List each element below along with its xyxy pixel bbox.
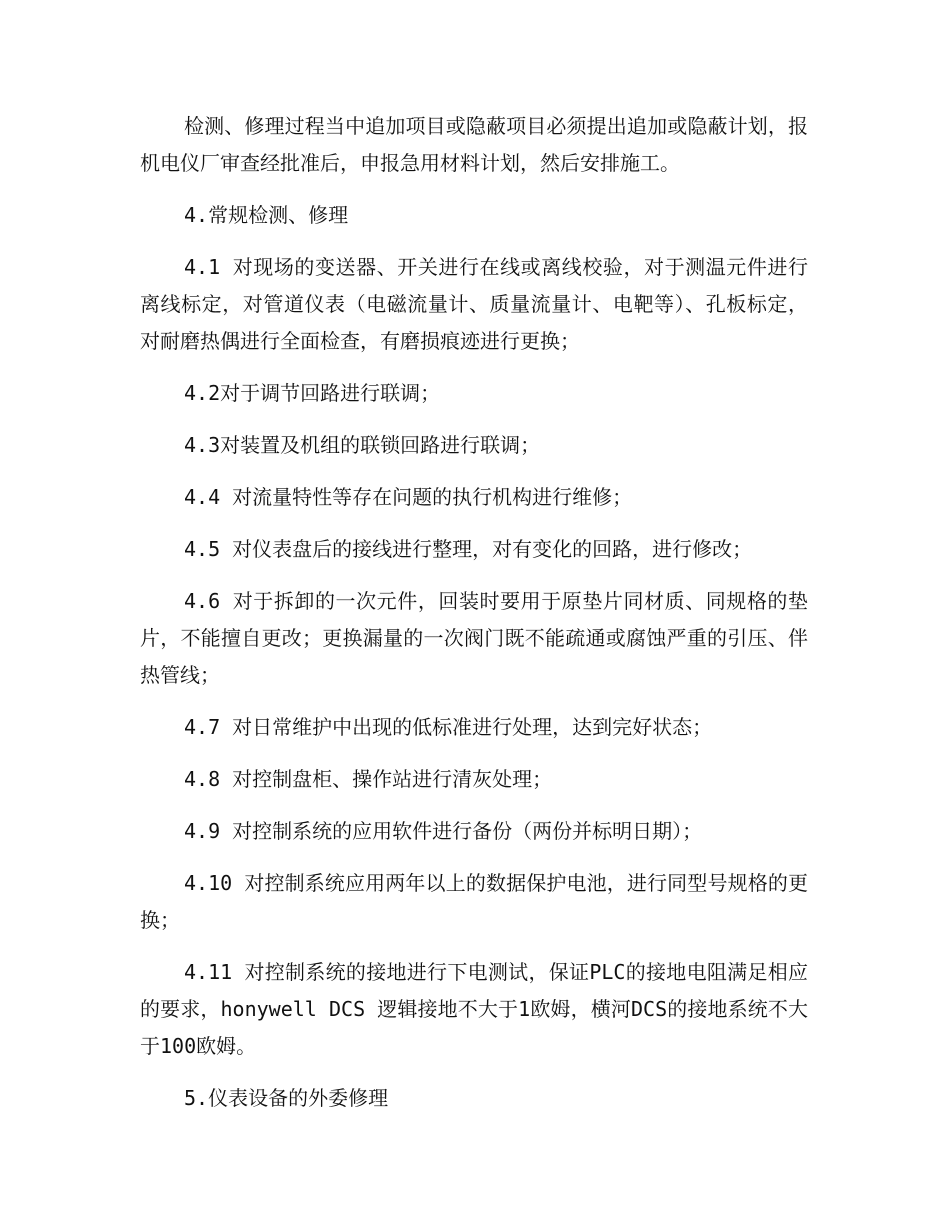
- paragraph-4-10: 4.10 对控制系统应用两年以上的数据保护电池，进行同型号规格的更换；: [140, 871, 808, 932]
- paragraph-4-3: 4.3对装置及机组的联锁回路进行联调；: [184, 433, 541, 457]
- paragraph-4-11: 4.11 对控制系统的接地进行下电测试，保证PLC的接地电阻满足相应的要求，honywell DCS 逻辑接地不大于1欧姆，横河DCS的接地系统不大于100欧姆。: [140, 960, 808, 1058]
- paragraph-4-8: 4.8 对控制盘柜、操作站进行清灰处理；: [184, 767, 553, 791]
- paragraph-4-2: 4.2对于调节回路进行联调；: [184, 381, 441, 405]
- paragraph-4-1: 4.1 对现场的变送器、开关进行在线或离线校验，对于测温元件进行离线标定，对管道仪表（电磁流量计、质量流量计、电靶等）、孔板标定，对耐磨热偶进行全面检查，有磨损痕迹进行更换；: [140, 255, 808, 353]
- paragraph-4-9: 4.9 对控制系统的应用软件进行备份（两份并标明日期）；: [184, 819, 703, 843]
- paragraph-4-4: 4.4 对流量特性等存在问题的执行机构进行维修；: [184, 485, 633, 509]
- paragraph-intro: 检测、修理过程当中追加项目或隐蔽项目必须提出追加或隐蔽计划，报机电仪厂审查经批准后，申报急用材料计划，然后安排施工。: [140, 114, 808, 175]
- section-heading-4: 4.常规检测、修理: [184, 203, 349, 227]
- document-body: [140, 108, 808, 1132]
- paragraph-4-6: 4.6 对于拆卸的一次元件，回装时要用于原垫片同材质、同规格的垫片，不能擅自更改；更换漏量的一次阀门既不能疏通或腐蚀严重的引压、伴热管线；: [140, 589, 808, 687]
- paragraph-4-5: 4.5 对仪表盘后的接线进行整理，对有变化的回路，进行修改；: [184, 537, 753, 561]
- section-heading-5: 5.仪表设备的外委修理: [184, 1086, 389, 1110]
- paragraph-4-7: 4.7 对日常维护中出现的低标准进行处理，达到完好状态；: [184, 715, 713, 739]
